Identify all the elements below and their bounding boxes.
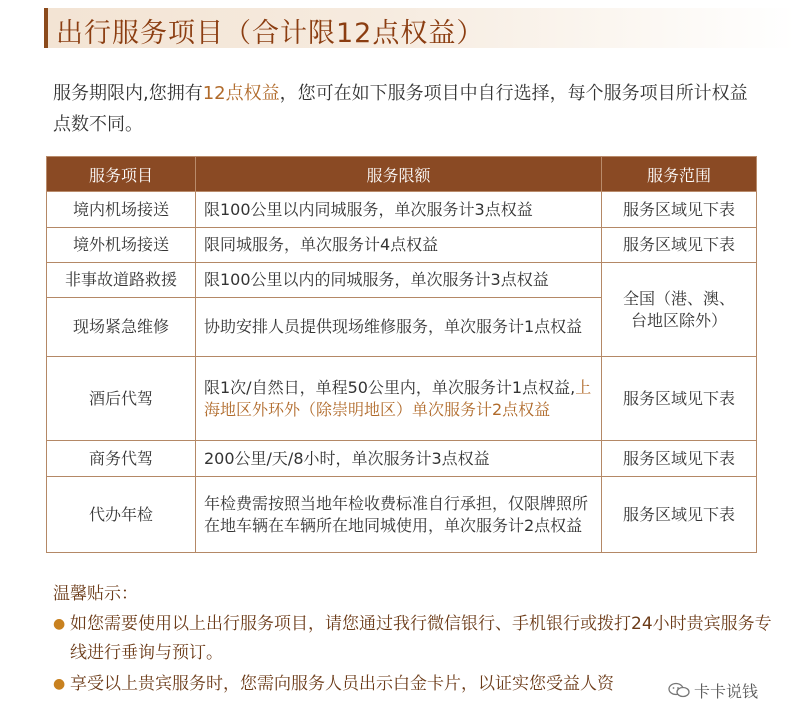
table-row bbox=[47, 441, 757, 477]
intro-text-1: 服务期限内,您拥有 bbox=[53, 83, 203, 104]
service-limit-cell bbox=[196, 357, 602, 441]
service-item-cell: 酒后代驾 bbox=[47, 357, 196, 441]
service-scope-cell: 服务区域见下表 bbox=[602, 192, 757, 228]
service-item-cell: 代办年检 bbox=[47, 477, 196, 553]
watermark bbox=[668, 678, 758, 702]
service-limit-cell: 协助安排人员提供现场维修服务，单次服务计1点权益 bbox=[196, 298, 602, 357]
header-service-scope: 服务范围 bbox=[602, 157, 757, 192]
bullet-icon: ● bbox=[53, 676, 66, 692]
service-limit-cell: 年检费需按照当地年检收费标准自行承担，仅限牌照所在地车辆在车辆所在地同城使用，单次服务计2点权益 bbox=[196, 477, 602, 553]
table-row bbox=[47, 192, 757, 228]
service-scope-cell: 服务区域见下表 bbox=[602, 228, 757, 263]
watermark-text: 卡卡说钱 bbox=[694, 681, 759, 701]
intro-highlight: 12点权益 bbox=[202, 83, 280, 104]
page-title: 出行服务项目（合计限12点权益） bbox=[56, 18, 485, 49]
service-table bbox=[46, 156, 757, 553]
service-scope-cell: 全国（港、澳、台地区除外） bbox=[602, 263, 757, 357]
header-service-item: 服务项目 bbox=[47, 157, 196, 192]
table-row bbox=[47, 263, 757, 298]
service-item-cell: 现场紧急维修 bbox=[47, 298, 196, 357]
service-scope-cell: 服务区域见下表 bbox=[602, 357, 757, 441]
service-limit-cell: 200公里/天/8小时，单次服务计3点权益 bbox=[196, 441, 602, 477]
service-item-cell: 商务代驾 bbox=[47, 441, 196, 477]
table-header-row bbox=[47, 157, 757, 192]
limit-text: 限1次/自然日，单程50公里内，单次服务计1点权益, bbox=[204, 377, 576, 397]
tip-text: 享受以上贵宾服务时，您需向服务人员出示白金卡片，以证实您受益人资 bbox=[70, 674, 614, 694]
service-item-cell: 境内机场接送 bbox=[47, 192, 196, 228]
section-title-bar bbox=[44, 8, 796, 48]
service-limit-cell: 限100公里以内的同城服务，单次服务计3点权益 bbox=[196, 263, 602, 298]
intro-text-2: ，您可在如下服务项目中自行选择，每个服务项目所计权益点数不同。 bbox=[53, 83, 748, 135]
service-scope-cell: 服务区域见下表 bbox=[602, 477, 757, 553]
service-item-cell: 非事故道路救援 bbox=[47, 263, 196, 298]
tip-text: 如您需要使用以上出行服务项目，请您通过我行微信银行、手机银行或拨打24小时贵宾服务专线进行垂询与预订。 bbox=[70, 614, 772, 663]
wechat-icon bbox=[668, 682, 690, 698]
table-row bbox=[47, 357, 757, 441]
tips-title: 温馨贴示： bbox=[53, 584, 138, 604]
table-row bbox=[47, 477, 757, 553]
tips-section bbox=[53, 580, 773, 699]
table-row bbox=[47, 228, 757, 263]
tip-item bbox=[53, 670, 773, 699]
tip-item bbox=[53, 610, 773, 668]
service-item-cell: 境外机场接送 bbox=[47, 228, 196, 263]
service-scope-cell: 服务区域见下表 bbox=[602, 441, 757, 477]
header-service-limit: 服务限额 bbox=[196, 157, 602, 192]
bullet-icon: ● bbox=[53, 616, 66, 632]
limit-highlight: 上海地区外环外（除崇明地区）单次服务计2点权益 bbox=[204, 377, 592, 419]
service-limit-cell: 限100公里以内同城服务，单次服务计3点权益 bbox=[196, 192, 602, 228]
service-limit-cell: 限同城服务，单次服务计4点权益 bbox=[196, 228, 602, 263]
intro-paragraph bbox=[53, 78, 763, 140]
